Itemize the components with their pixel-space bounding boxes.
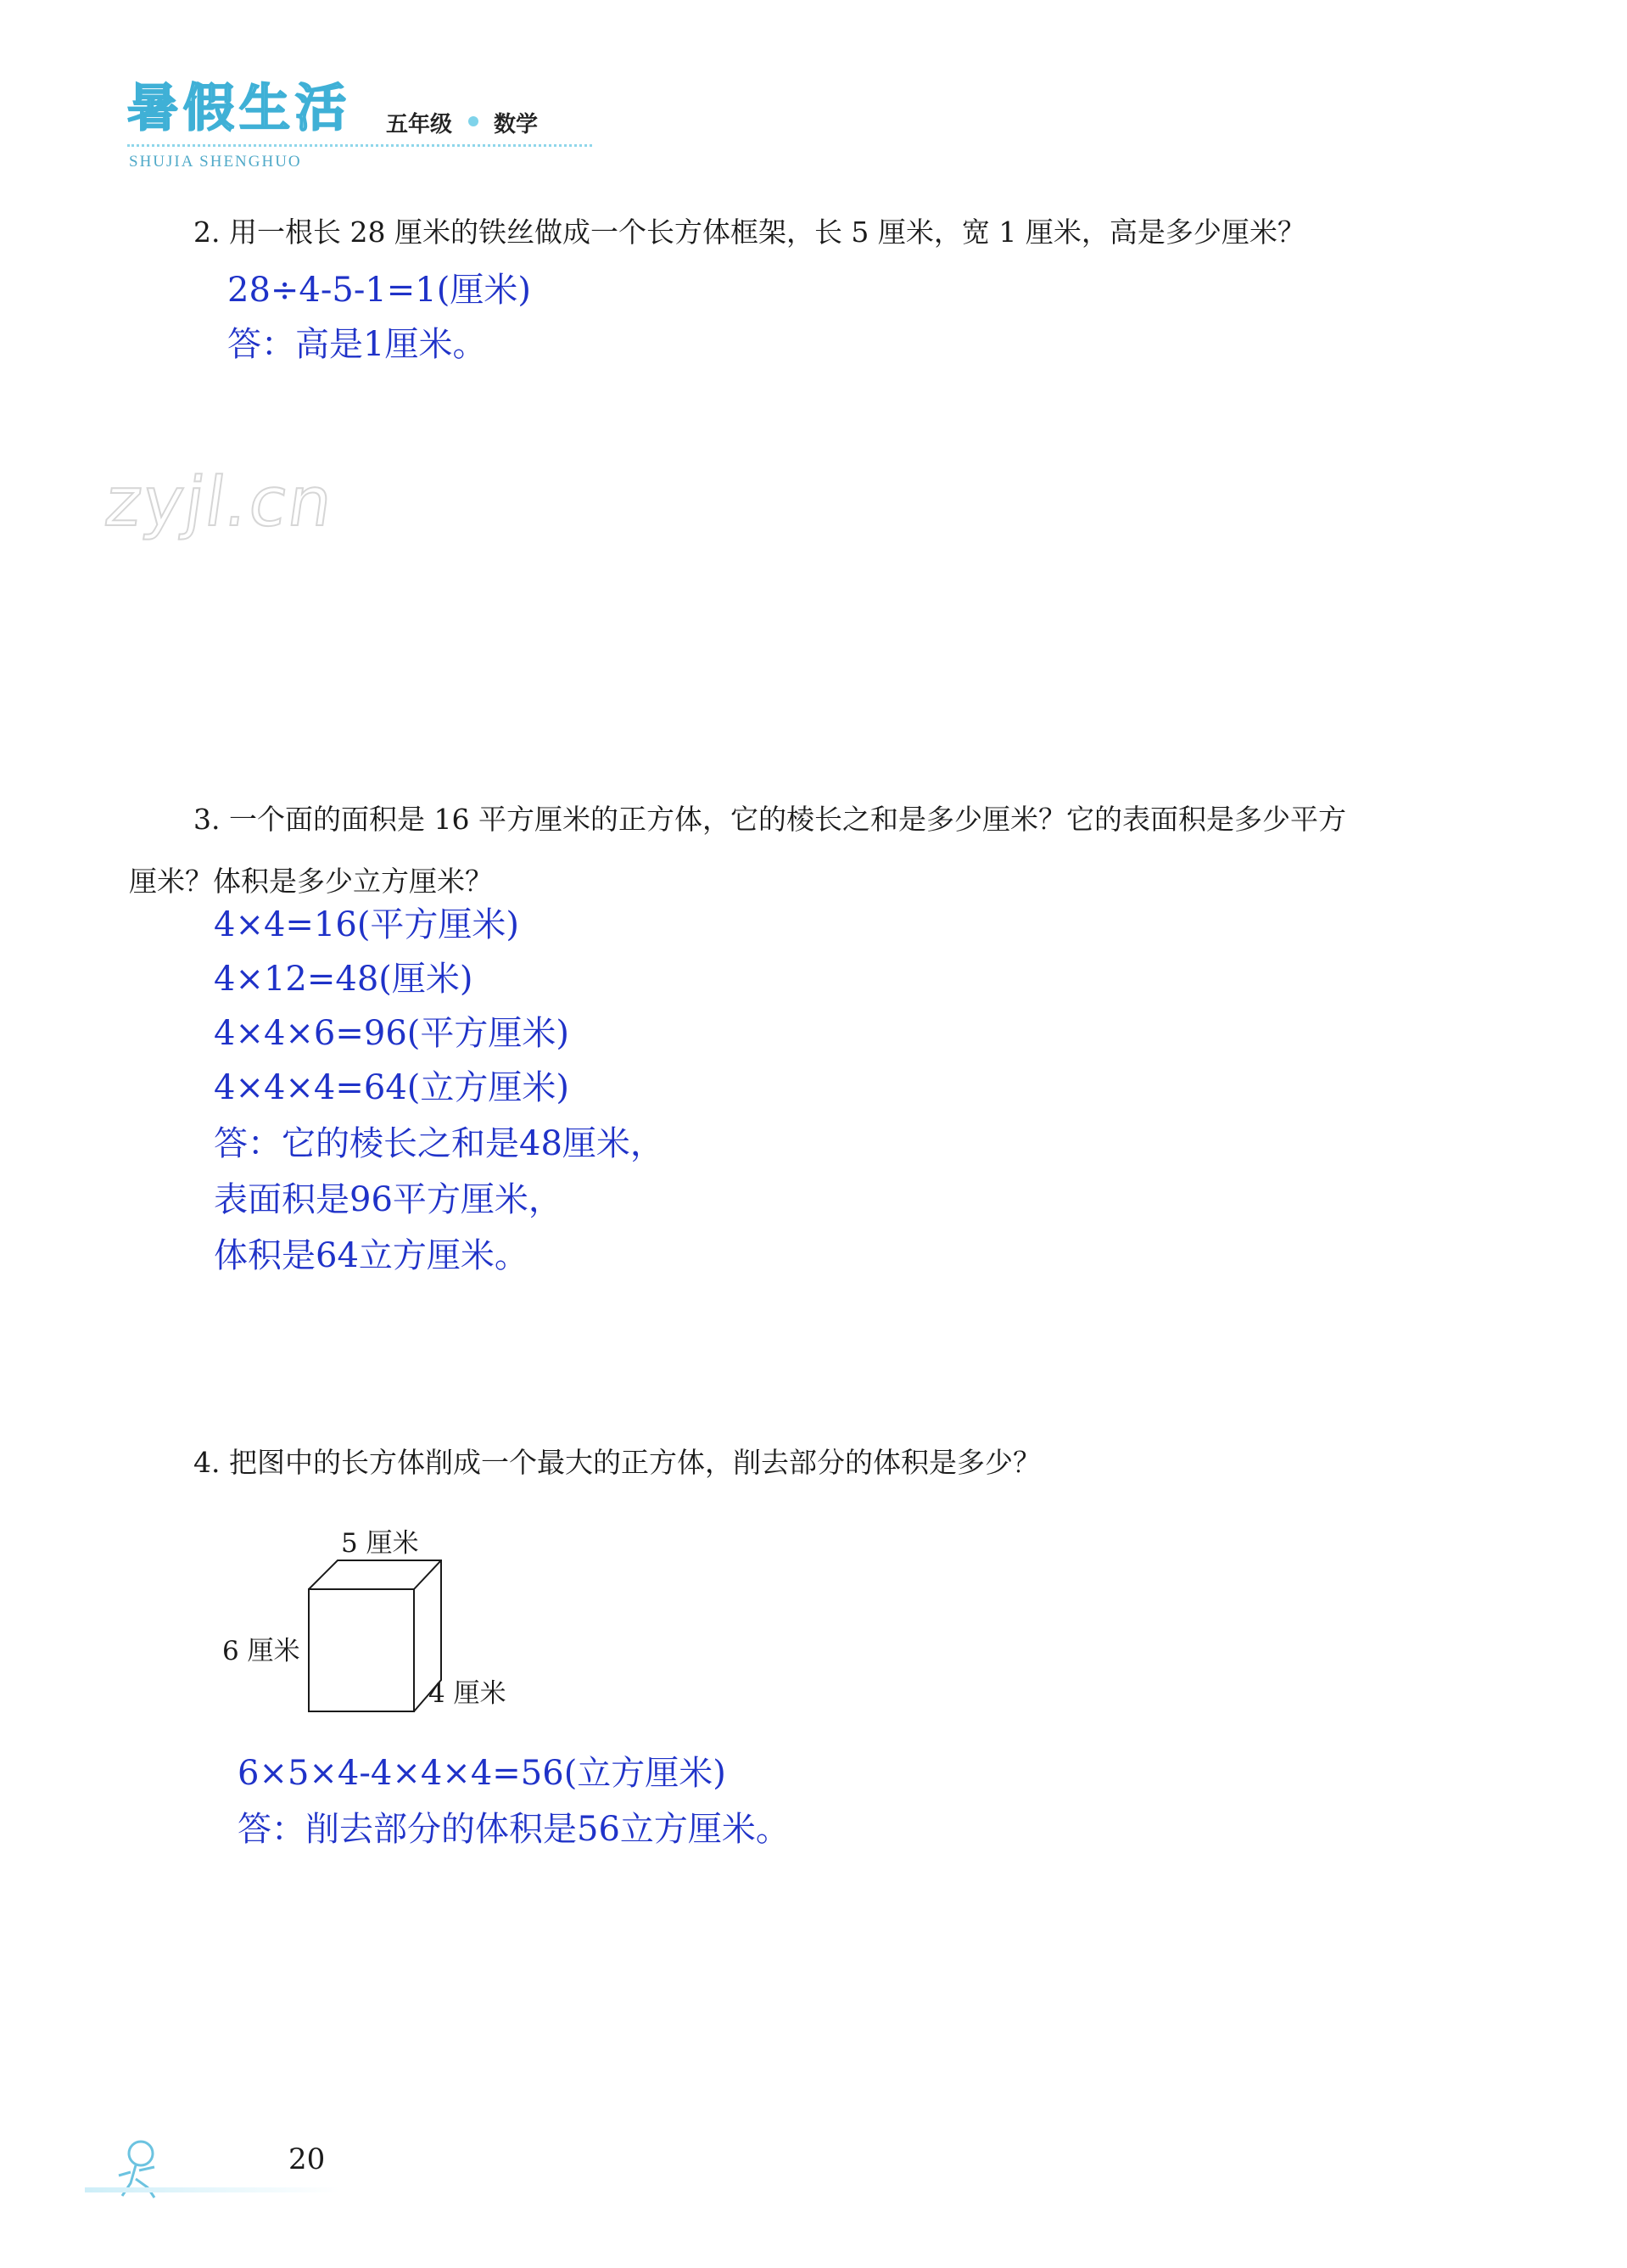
question-3-answer-line-3: 4×4×6=96(平方厘米) (214, 1014, 570, 1053)
header-separator-dot (468, 116, 478, 126)
footer-rule (85, 2187, 339, 2192)
page-number: 20 (288, 2142, 326, 2176)
cuboid-front-face (309, 1589, 414, 1711)
logo-title: 暑假生活 (127, 79, 351, 138)
question-2-answer-line-1: 28÷4-5-1=1(厘米) (227, 271, 531, 310)
figure-label-width: 4 厘米 (428, 1678, 506, 1709)
question-3-answer-line-7: 体积是64立方厘米。 (214, 1236, 528, 1275)
question-3-answer-line-1: 4×4=16(平方厘米) (214, 905, 520, 944)
question-2-text: 2. 用一根长 28 厘米的铁丝做成一个长方体框架，长 5 厘米，宽 1 厘米，高是多少厘米？ (193, 216, 1306, 249)
question-4-answer-line-1: 6×5×4-4×4×4=56(立方厘米) (238, 1754, 726, 1793)
question-4-answer-line-2: 答：削去部分的体积是56立方厘米。 (238, 1810, 790, 1849)
question-3-text-line-2: 厘米？体积是多少立方厘米？ (129, 865, 493, 898)
watermark: zyjl.cn (100, 462, 339, 541)
cuboid-top-right-edge (414, 1560, 441, 1589)
header-subject: 数学 (494, 112, 539, 137)
question-2-answer-line-2: 答：高是1厘米。 (227, 325, 487, 364)
cuboid-back-edges (309, 1560, 441, 1711)
question-3-answer-line-4: 4×4×4=64(立方厘米) (214, 1068, 570, 1107)
figure-label-height: 6 厘米 (222, 1636, 300, 1666)
logo-pinyin: SHUJIA SHENGHUO (129, 153, 302, 171)
header-grade: 五年级 (386, 112, 453, 137)
question-3-answer-line-2: 4×12=48(厘米) (214, 960, 473, 999)
header-dotted-rule (127, 144, 592, 147)
question-3-answer-line-6: 表面积是96平方厘米， (214, 1180, 562, 1219)
question-3-text-line-1: 3. 一个面的面积是 16 平方厘米的正方体，它的棱长之和是多少厘米？它的表面积是多少平方 (193, 803, 1346, 836)
question-3-answer-line-5: 答：它的棱长之和是48厘米， (214, 1124, 664, 1163)
question-4-text: 4. 把图中的长方体削成一个最大的正方体，削去部分的体积是多少？ (193, 1446, 1041, 1479)
figure-label-length: 5 厘米 (341, 1528, 419, 1559)
